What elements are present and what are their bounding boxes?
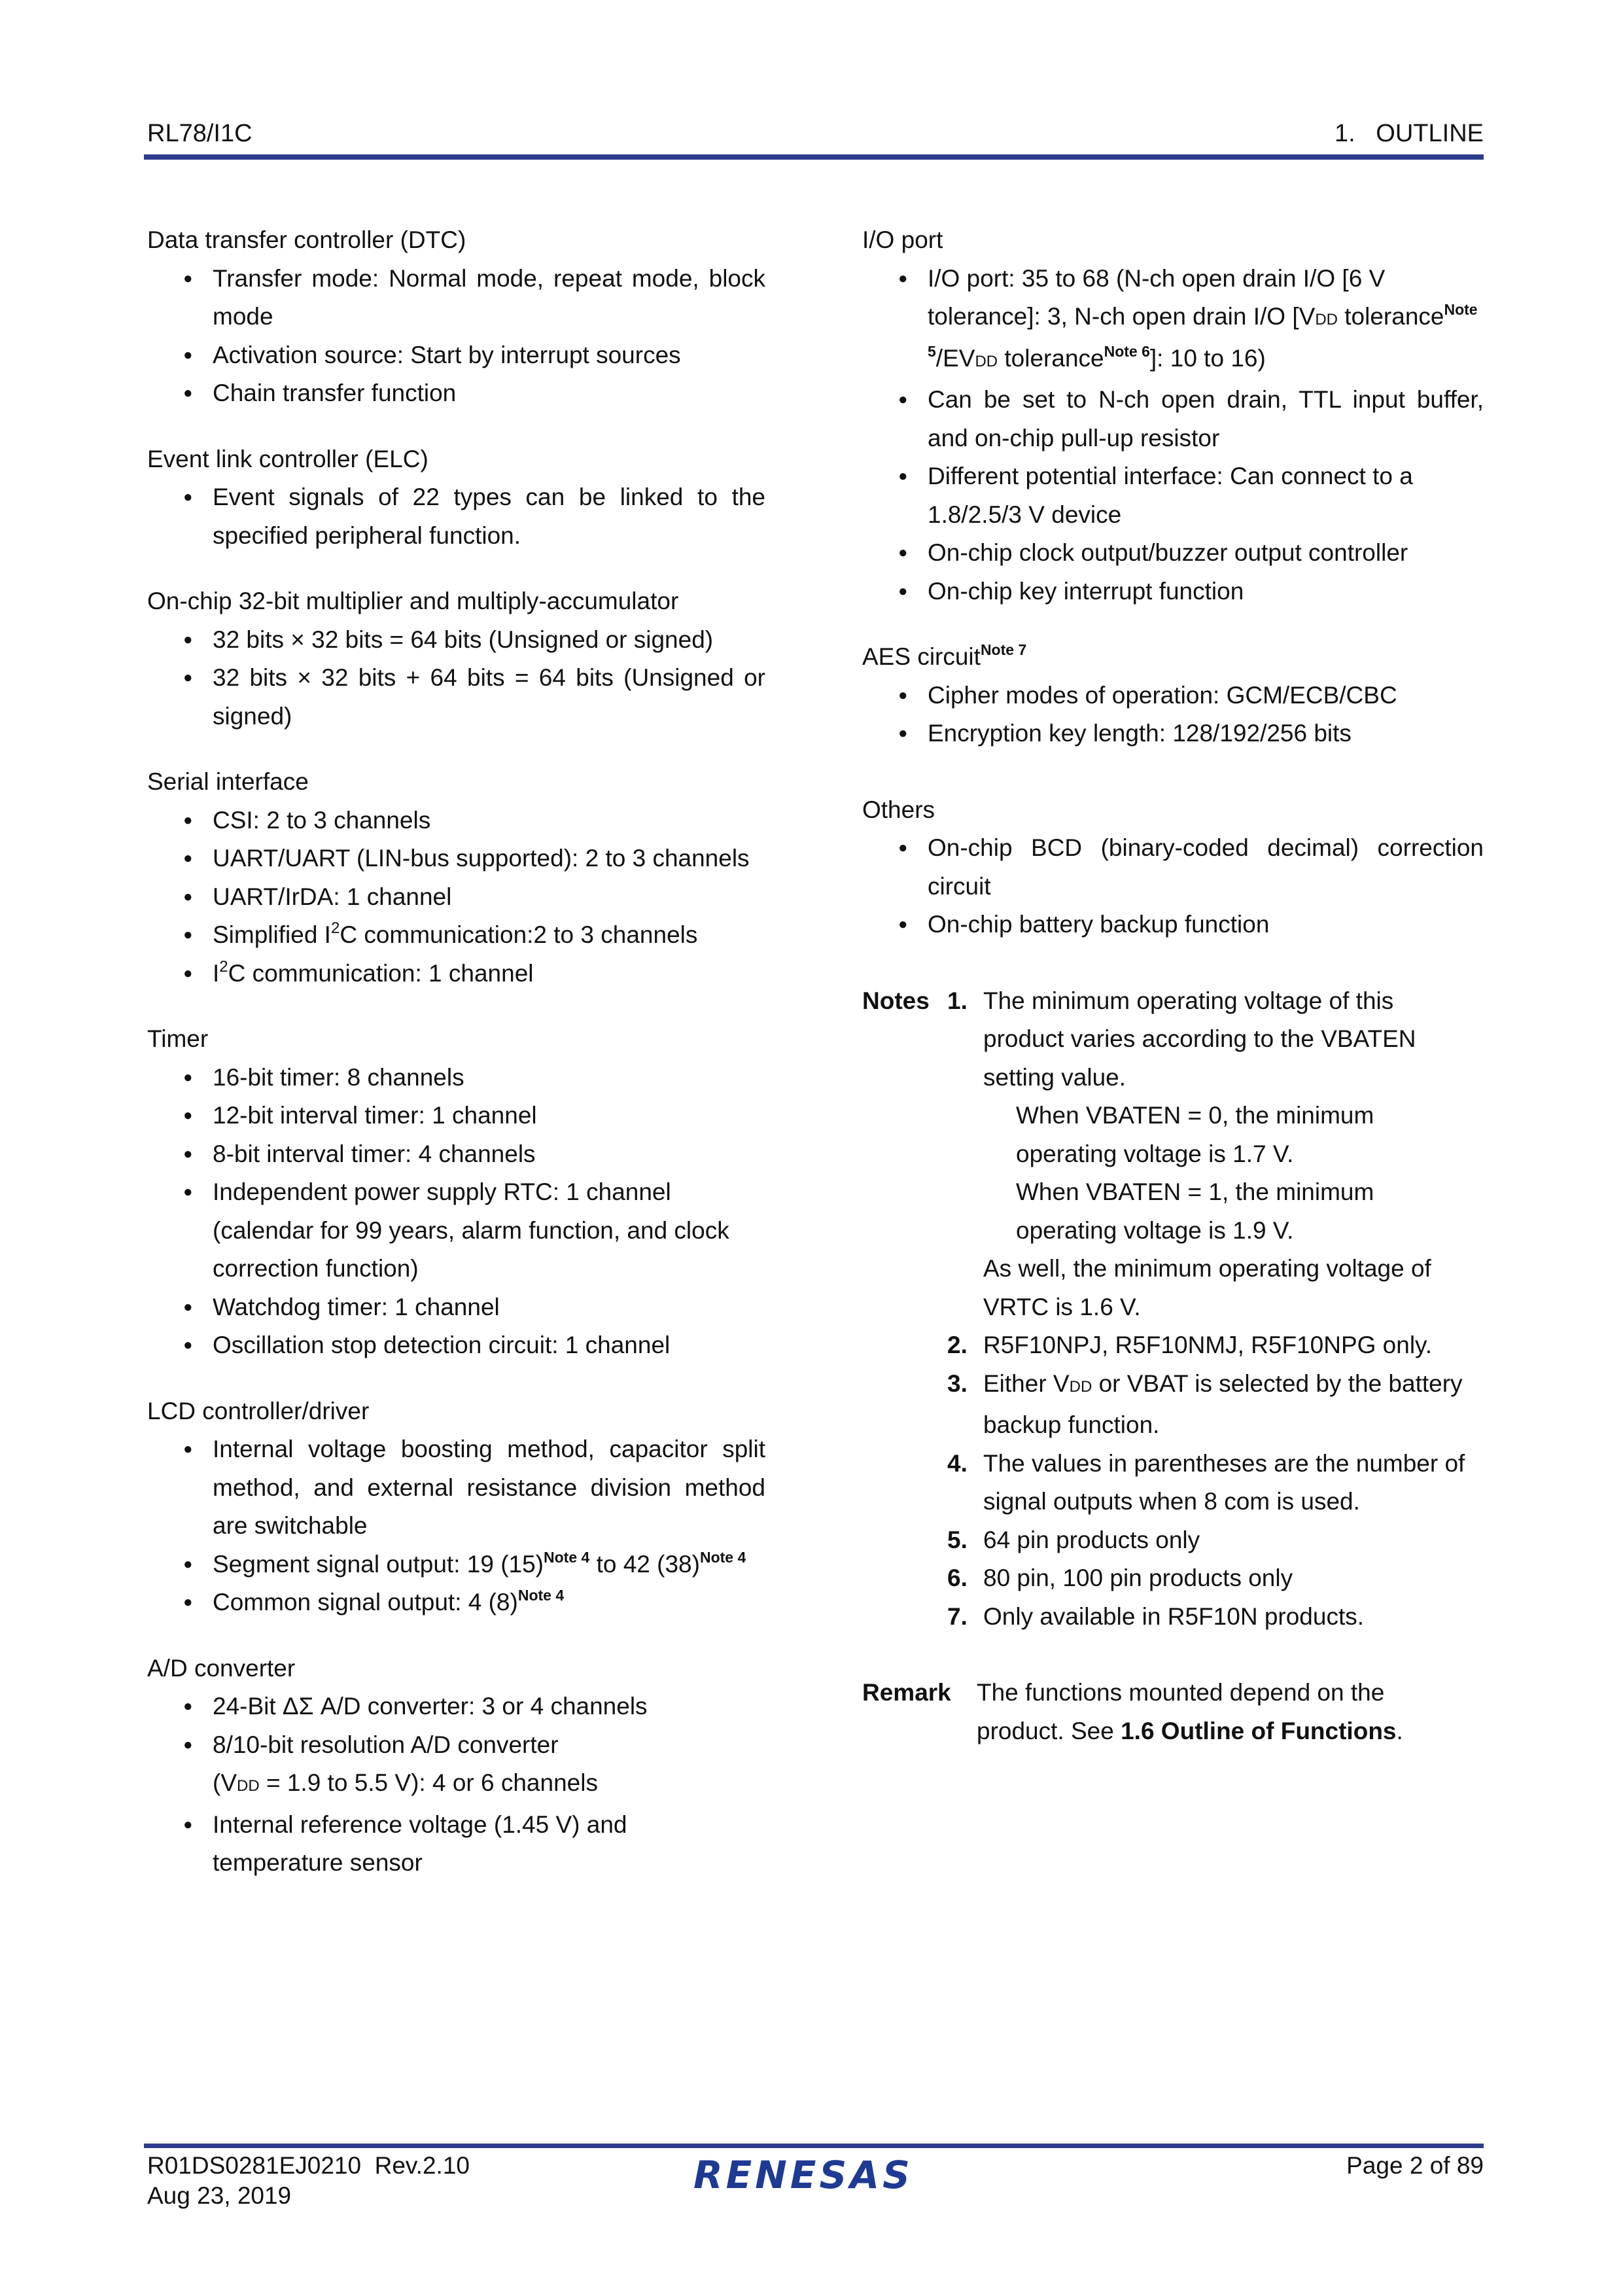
- section-title: Event link controller (ELC): [147, 445, 428, 472]
- section-serial: [147, 763, 765, 993]
- note-2: 2. R5F10NPJ, R5F10NMJ, R5F10NPG only.: [947, 1332, 1433, 1358]
- list-item: ● 16-bit timer: 8 channels: [147, 1059, 765, 1097]
- footer-doc-number: R01DS0281EJ0210 Rev.2.10: [147, 2152, 470, 2179]
- note-ref: Note 6: [1104, 342, 1150, 360]
- list-item: ● On-chip key interrupt function: [862, 573, 1484, 611]
- right-column: [862, 221, 1484, 1750]
- list-item: ● Activation source: Start by interrupt sources: [147, 336, 765, 375]
- section-lcd: [147, 1392, 765, 1622]
- list-item: ● UART/UART (LIN-bus supported): 2 to 3 channels: [147, 839, 765, 878]
- list-item: ● On-chip clock output/buzzer output controller: [862, 534, 1484, 573]
- section-title: Others: [862, 796, 935, 823]
- section-timer: [147, 1020, 765, 1365]
- list-item: ● $I^2C$ communication: 1 channel: [147, 955, 765, 993]
- list-item: ● 32 bits × 32 bits + 64 bits = 64 bits (Unsigned or signed): [147, 659, 765, 735]
- header-doc-title: RL78/I1C: [147, 120, 253, 147]
- note-6: 6. 80 pin, 100 pin products only: [947, 1564, 1293, 1591]
- note-ref: Note 4: [517, 1587, 565, 1604]
- note-3: 3. Either VDD or VBAT is selected by the battery backup function.: [947, 1369, 1463, 1438]
- list-item: ● I/O port: 35 to 68 (N-ch open drain I/O [6 V tolerance]: 3, N-ch open drain I/O [VDD tolerance$^{Note 5}$/EVDD tolerance$^{Note 6}$]: 10 to 16): [862, 260, 1484, 381]
- list-item: ● Simplified $I^2C$ communication:2 to 3 channels: [147, 916, 765, 955]
- list-item: ● Chain transfer function: [147, 374, 765, 413]
- list-item: ● Segment signal output: 19 $(15)^{Note 4}$ to 42 $(38)^{Note 4}$: [147, 1545, 765, 1584]
- remark-block: Remark The functions mounted depend on the product. See 1.6 Outline of Functions.: [862, 1674, 1484, 1750]
- note-7: 7. Only available in R5F10N products.: [947, 1602, 1365, 1630]
- list-item: ● On-chip battery backup function: [862, 906, 1484, 944]
- list-item: ● On-chip BCD (binary-coded decimal) correction circuit: [862, 829, 1484, 906]
- section-io-port: [862, 221, 1484, 610]
- section-title: On-chip 32-bit multiplier and multiply-accumulator: [147, 588, 679, 614]
- section-title: A/D converter: [147, 1654, 296, 1682]
- footer-date: Aug 23, 2019: [147, 2182, 292, 2209]
- list-item: ● CSI: 2 to 3 channels: [147, 802, 765, 840]
- list-item: ● Event signals of 22 types can be linked to the specified peripheral function.: [147, 478, 765, 555]
- list-item: ● Independent power supply RTC: 1 channel (calendar for 99 years, alarm function, and clock correction function): [147, 1173, 765, 1288]
- list-item: ● Encryption key length: 128/192/256 bits: [862, 715, 1484, 753]
- header-chapter: 1. OUTLINE: [1334, 120, 1484, 147]
- notes-block: [862, 982, 1484, 1636]
- list-item: ● Internal reference voltage (1.45 V) and temperature sensor: [147, 1806, 765, 1882]
- list-item: ● Transfer mode: Normal mode, repeat mode, block mode: [147, 260, 765, 336]
- list-item: ● Common signal output: 4 $(8)^{Note 4}$: [147, 1583, 765, 1622]
- note-1: 1. The minimum operating voltage of this product varies according to the VBATEN setting value. When VBATEN = 0, the minimum operating voltage is 1.7 V. When VBATEN = 1, the minimum operating voltage is 1.9 V. As well, the minimum operating voltage of VRTC is 1.6 V.: [947, 987, 1431, 1320]
- list-item: ● Different potential interface: Can connect to a 1.8/2.5/3 V device: [862, 457, 1484, 534]
- footer-rule: [144, 2144, 1484, 2148]
- section-aes: [862, 638, 1484, 753]
- notes-label: Notes: [862, 987, 930, 1014]
- list-item: ● 8/10-bit resolution A/D converter (VDD = 1.9 to 5.5 V): 4 or 6 channels: [147, 1726, 765, 1806]
- note-4: 4. The values in parentheses are the number of signal outputs when 8 com is used.: [947, 1449, 1465, 1515]
- section-multiplier: [147, 582, 765, 735]
- section-title: LCD controller/driver: [147, 1397, 370, 1424]
- section-dtc: [147, 221, 765, 413]
- section-elc: [147, 440, 765, 556]
- section-others: [862, 791, 1484, 944]
- note-ref: Note 4: [699, 1548, 746, 1566]
- section-reference: 1.6 Outline of Functions: [1121, 1717, 1397, 1744]
- list-item: ● Oscillation stop detection circuit: 1 channel: [147, 1326, 765, 1365]
- renesas-logo: RENESAS: [693, 2153, 913, 2197]
- note-5: 5. 64 pin products only: [947, 1526, 1200, 1553]
- list-item: ● Cipher modes of operation: GCM/ECB/CBC: [862, 677, 1484, 715]
- list-item: ● UART/IrDA: 1 channel: [147, 878, 765, 917]
- list-item: ● Can be set to N-ch open drain, TTL input buffer, and on-chip pull-up resistor: [862, 381, 1484, 457]
- remark-label: Remark: [862, 1679, 951, 1706]
- section-title: I/O port: [862, 226, 943, 253]
- footer-page-number: Page 2 of 89: [1346, 2152, 1484, 2179]
- list-item: ● 8-bit interval timer: 4 channels: [147, 1135, 765, 1174]
- section-title: Serial interface: [147, 768, 309, 795]
- note-ref: Note 7: [980, 641, 1027, 658]
- section-title: AES circuit$^{Note 7}$: [862, 641, 1027, 670]
- list-item: ● Internal voltage boosting method, capacitor split method, and external resistance division method are switchable: [147, 1430, 765, 1545]
- list-item: ● 12-bit interval timer: 1 channel: [147, 1097, 765, 1135]
- list-item: ● 32 bits × 32 bits = 64 bits (Unsigned or signed): [147, 621, 765, 660]
- section-adc: [147, 1650, 765, 1882]
- left-column: [147, 221, 765, 1910]
- section-title: Timer: [147, 1025, 209, 1052]
- section-title: Data transfer controller (DTC): [147, 226, 466, 253]
- list-item: ● 24-Bit ΔΣ A/D converter: 3 or 4 channels: [147, 1687, 765, 1726]
- note-ref: Note 5: [928, 301, 1478, 360]
- list-item: ● Watchdog timer: 1 channel: [147, 1288, 765, 1327]
- header-rule: [144, 154, 1484, 160]
- note-ref: Note 4: [544, 1548, 590, 1566]
